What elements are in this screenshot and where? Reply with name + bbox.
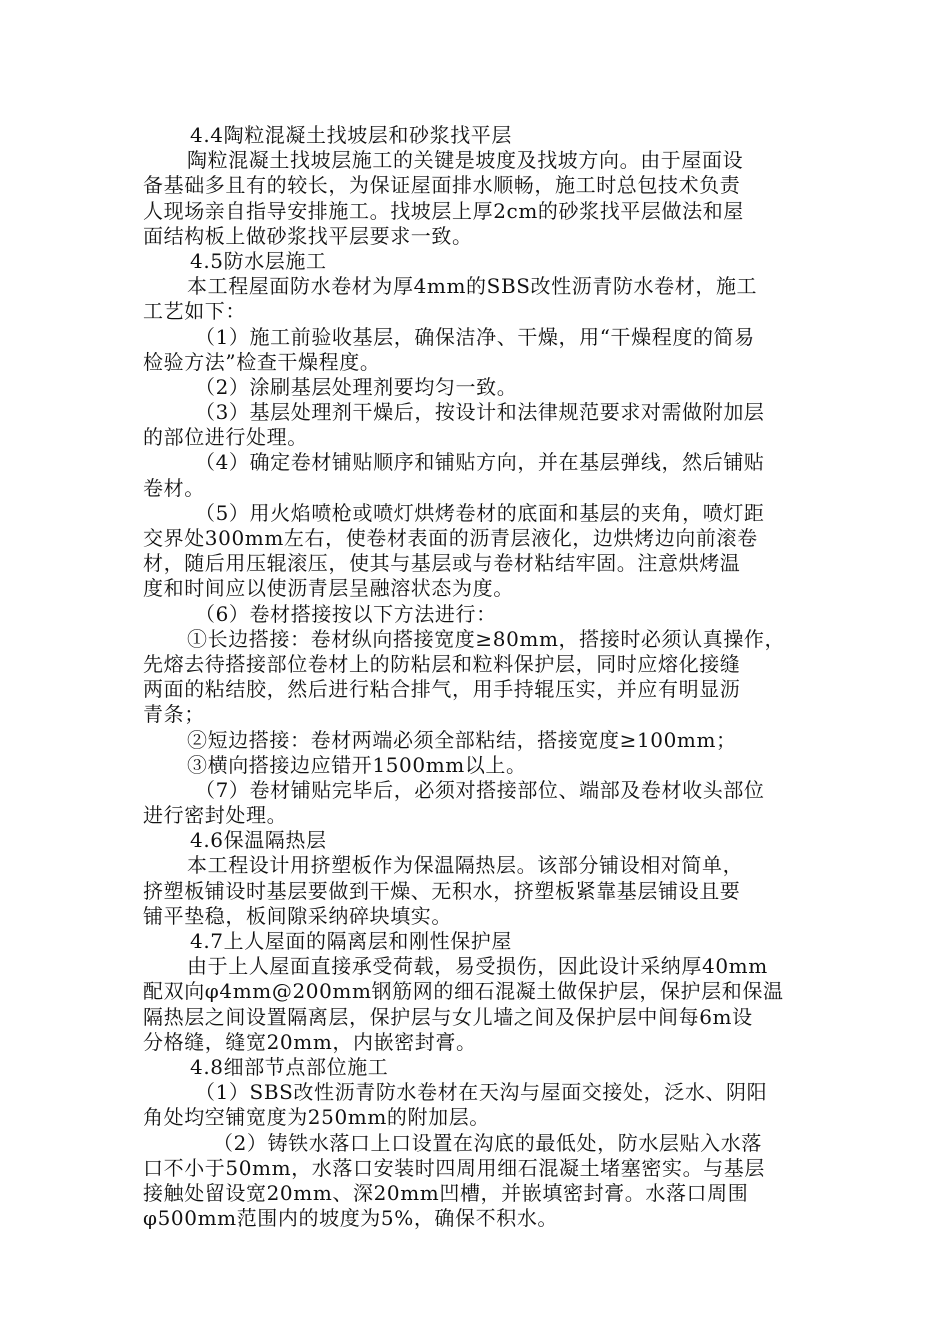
paragraph-line: 分格缝，缝宽20mm，内嵌密封膏。 xyxy=(143,1029,477,1054)
paragraph-line: 先熔去待搭接部位卷材上的防粘层和粒料保护层，同时应熔化接缝 xyxy=(143,651,741,676)
paragraph-line: 面结构板上做砂浆找平层要求一致。 xyxy=(143,223,473,248)
list-item-line: （1）SBS改性沥青防水卷材在天沟与屋面交接处，泛水、阴阳 xyxy=(195,1080,768,1105)
paragraph-line: 进行密封处理。 xyxy=(143,803,288,828)
list-item-line: （2）铸铁水落口上口设置在沟底的最低处，防水层贴入水落 xyxy=(213,1130,762,1155)
paragraph-line: 青条； xyxy=(143,702,205,727)
paragraph-line: 卷材。 xyxy=(143,475,205,500)
paragraph-line: 工艺如下： xyxy=(143,299,246,324)
list-item-line: ②短边搭接：卷材两端必须全部粘结，搭接宽度≥100mm； xyxy=(187,727,737,752)
list-item-line: ③横向搭接边应错开1500mm以上。 xyxy=(187,752,527,777)
paragraph-line: 两面的粘结胶，然后进行粘合排气，用手持辊压实，并应有明显沥 xyxy=(143,677,741,702)
list-item-line: ①长边搭接：卷材纵向搭接宽度≥80mm，搭接时必须认真操作， xyxy=(187,626,786,651)
paragraph-line: 交界处300mm左右，使卷材表面的沥青层液化，边烘烤边向前滚卷 xyxy=(143,526,758,550)
paragraph-line: 度和时间应以使沥青层呈融溶状态为度。 xyxy=(143,576,514,601)
paragraph-line: 口不小于50mm，水落口安装时四周用细石混凝土堵塞密实。与基层 xyxy=(143,1155,765,1180)
list-item-line: （1）施工前验收基层，确保洁净、干燥，用“干燥程度的简易 xyxy=(195,324,755,349)
list-item-line: （2）涂刷基层处理剂要均匀一致。 xyxy=(195,374,518,399)
paragraph-line: 由于上人屋面直接承受荷载，易受损伤，因此设计采纳厚40mm xyxy=(187,954,768,979)
paragraph-line: 陶粒混凝土找坡层施工的关键是坡度及找坡方向。由于屋面设 xyxy=(187,148,744,173)
list-item-line: （7）卷材铺贴完毕后，必须对搭接部位、端部及卷材收头部位 xyxy=(195,777,765,802)
list-item-line: （3）基层处理剂干燥后，按设计和法律规范要求对需做附加层 xyxy=(195,400,765,425)
paragraph-line: 角处均空铺宽度为250mm的附加层。 xyxy=(143,1105,490,1130)
list-item-line: （6）卷材搭接按以下方法进行： xyxy=(195,601,497,626)
section-heading: 4.6保温隔热层 xyxy=(190,828,327,853)
section-heading: 4.7上人屋面的隔离层和刚性保护屋 xyxy=(190,929,513,953)
paragraph-line: 隔热层之间设置隔离层，保护层与女儿墙之间及保护层中间每6m设 xyxy=(143,1004,753,1029)
section-heading: 4.4陶粒混凝土找坡层和砂浆找平层 xyxy=(190,123,513,147)
paragraph-line: 接触处留设宽20mm、深20mm凹槽，并嵌填密封膏。水落口周围 xyxy=(143,1180,749,1205)
paragraph-line: 挤塑板铺设时基层要做到干燥、无积水，挤塑板紧靠基层铺设且要 xyxy=(143,878,741,903)
paragraph-line: 本工程设计用挤塑板作为保温隔热层。该部分铺设相对简单， xyxy=(187,853,744,878)
paragraph-line: 本工程屋面防水卷材为厚4mm的SBS改性沥青防水卷材，施工 xyxy=(187,274,758,299)
section-heading: 4.5防水层施工 xyxy=(190,248,327,273)
paragraph-line: 铺平垫稳，板间隙采纳碎块填实。 xyxy=(143,903,452,928)
paragraph-line: 备基础多且有的较长，为保证屋面排水顺畅，施工时总包技术负责 xyxy=(143,173,741,198)
paragraph-line: 材，随后用压辊滚压，使其与基层或与卷材粘结牢固。注意烘烤温 xyxy=(143,551,741,576)
paragraph-line: 配双向φ4mm@200mm钢筋网的细石混凝土做保护层，保护层和保温 xyxy=(143,979,784,1004)
paragraph-line: 的部位进行处理。 xyxy=(143,425,308,450)
list-item-line: （5）用火焰喷枪或喷灯烘烤卷材的底面和基层的夹角，喷灯距 xyxy=(195,500,765,525)
document-body xyxy=(143,123,803,1231)
section-heading: 4.8细部节点部位施工 xyxy=(190,1054,389,1079)
list-item-line: （4）确定卷材铺贴顺序和铺贴方向，并在基层弹线，然后铺贴 xyxy=(195,450,765,475)
paragraph-line: 人现场亲自指导安排施工。找坡层上厚2cm的砂浆找平层做法和屋 xyxy=(143,198,744,223)
paragraph-line: 检验方法”检查干燥程度。 xyxy=(143,349,381,374)
paragraph-line: φ500mm范围内的坡度为5%，确保不积水。 xyxy=(143,1206,559,1231)
